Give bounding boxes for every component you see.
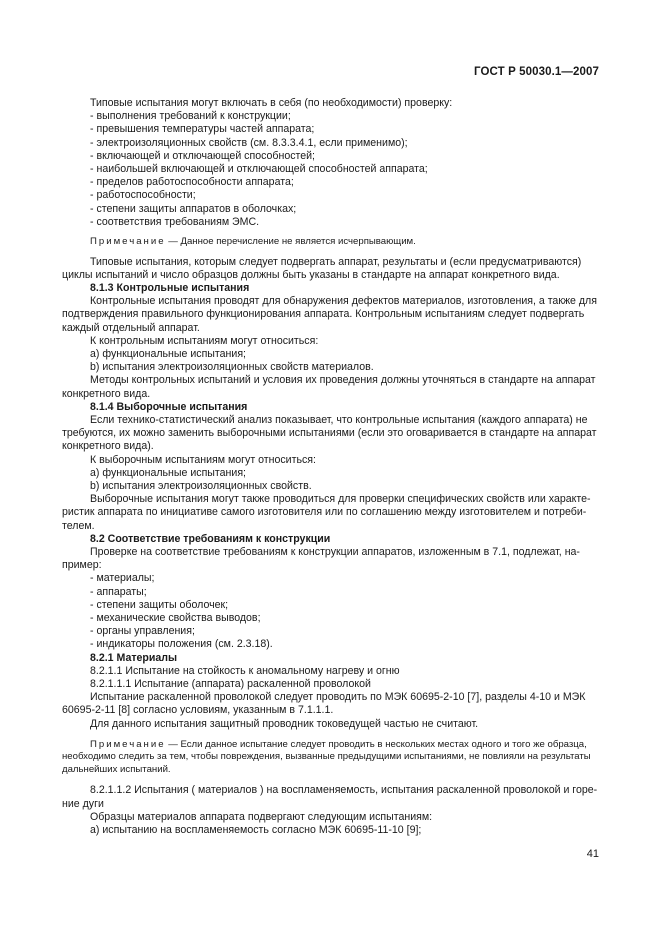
note-label: Примечание bbox=[90, 236, 166, 248]
list-item: - степени защиты оболочек; bbox=[90, 598, 229, 611]
list-item: b) испытания электроизоляционных свойств. bbox=[90, 479, 312, 492]
note bbox=[62, 236, 598, 249]
paragraph: Типовые испытания, которым следует подвергать аппарат, результаты и (если предусматриваются) циклы испытаний и число образцов должны быть указаны в стандарте на аппарат конкретного вида. bbox=[62, 255, 582, 281]
list-item: - включающей и отключающей способностей; bbox=[90, 149, 316, 162]
section-heading: 8.1.3 Контрольные испытания bbox=[90, 281, 250, 294]
paragraph: Для данного испытания защитный проводник токоведущей частью не считают. bbox=[90, 717, 479, 730]
note-text: — Если данное испытание следует проводить в нескольких местах одного и того же образца, необходимо следить за тем, чтобы повреждения, вызванные предыдущими испытаниями, не повлияли на результаты дальнейших испытаний. bbox=[62, 738, 591, 775]
page-number: 41 bbox=[586, 848, 599, 860]
paragraph: К контрольным испытаниям могут относиться: bbox=[90, 334, 319, 347]
list-item: - степени защиты аппаратов в оболочках; bbox=[90, 202, 297, 215]
paragraph: К выборочным испытаниям могут относиться: bbox=[90, 453, 316, 466]
paragraph: Если технико-статистический анализ показывает, что контрольные испытания (каждого аппарата) не требуются, их можно заменить выборочными испытаниями (если это оговаривается в стандарте на аппарат конкретного вида). bbox=[62, 413, 597, 453]
note-text: — Данное перечисление не является исчерпывающим. bbox=[165, 236, 416, 248]
list-item: b) испытания электроизоляционных свойств материалов. bbox=[90, 361, 374, 374]
paragraph: Образцы материалов аппарата подвергают следующим испытаниям: bbox=[90, 810, 433, 823]
list-item: - материалы; bbox=[90, 572, 155, 585]
list-item: - индикаторы положения (см. 2.3.18). bbox=[90, 638, 273, 651]
list-item: - работоспособности; bbox=[90, 189, 196, 202]
list-item: а) функциональные испытания; bbox=[90, 466, 246, 479]
page-content bbox=[62, 97, 598, 837]
list-item: - аппараты; bbox=[90, 585, 147, 598]
list-item: а) функциональные испытания; bbox=[90, 347, 246, 360]
list-item: а) испытанию на воспламеняемость согласно МЭК 60695-11-10 [9]; bbox=[90, 823, 422, 836]
list-item: - пределов работоспособности аппарата; bbox=[90, 176, 294, 189]
note-label: Примечание bbox=[90, 738, 166, 750]
list-item: - соответствия требованиям ЭМС. bbox=[90, 215, 260, 228]
subsection-heading: 8.2.1.1.2 Испытания ( материалов ) на воспламеняемость, испытания раскаленной проволокой и горе-ние дуги bbox=[62, 784, 598, 810]
subsection-heading: 8.2.1.1 Испытание на стойкость к аномальному нагреву и огню bbox=[90, 664, 400, 677]
section-heading: 8.1.4 Выборочные испытания bbox=[90, 400, 248, 413]
section-heading: 8.2 Соответствие требованиям к конструкции bbox=[90, 532, 331, 545]
paragraph: Контрольные испытания проводят для обнаружения дефектов материалов, изготовления, а также для подтверждения правильного функционирования аппарата. Контрольным испытаниям следует подвергать каждый отдельный аппарат. bbox=[62, 295, 597, 334]
paragraph: Проверке на соответствие требованиям к конструкции аппаратов, изложенным в 7.1, подлежат, на-пример: bbox=[62, 546, 580, 572]
subsection-heading: 8.2.1.1.1 Испытание (аппарата) раскаленной проволокой bbox=[90, 678, 371, 691]
paragraph: Выборочные испытания могут также проводиться для проверки специфических свойств или характе-ристик аппарата по инициативе самого изготовителя или по соглашению между изготовителем и потреби-телем. bbox=[62, 493, 591, 532]
document-code: ГОСТ Р 50030.1—2007 bbox=[474, 66, 599, 78]
list-item: - наибольшей включающей и отключающей способностей аппарата; bbox=[90, 163, 428, 176]
list-item: - электроизоляционных свойств (см. 8.3.3.4.1, если применимо); bbox=[90, 136, 408, 149]
paragraph: Испытание раскаленной проволокой следует проводить по МЭК 60695-2-10 [7], разделы 4-10 и МЭК 60695-2-11 [8] согласно условиям, указанным в 7.1.1.1. bbox=[62, 691, 586, 717]
note bbox=[62, 739, 598, 777]
list-item: - выполнения требований к конструкции; bbox=[90, 110, 291, 123]
list-item: - превышения температуры частей аппарата; bbox=[90, 123, 315, 136]
list-item: - органы управления; bbox=[90, 625, 195, 638]
paragraph: Типовые испытания могут включать в себя (по необходимости) проверку: bbox=[90, 97, 453, 109]
list-item: - механические свойства выводов; bbox=[90, 612, 261, 625]
section-heading: 8.2.1 Материалы bbox=[90, 651, 178, 664]
paragraph: Методы контрольных испытаний и условия их проведения должны уточняться в стандарте на аппарат конкретного вида. bbox=[62, 374, 596, 400]
